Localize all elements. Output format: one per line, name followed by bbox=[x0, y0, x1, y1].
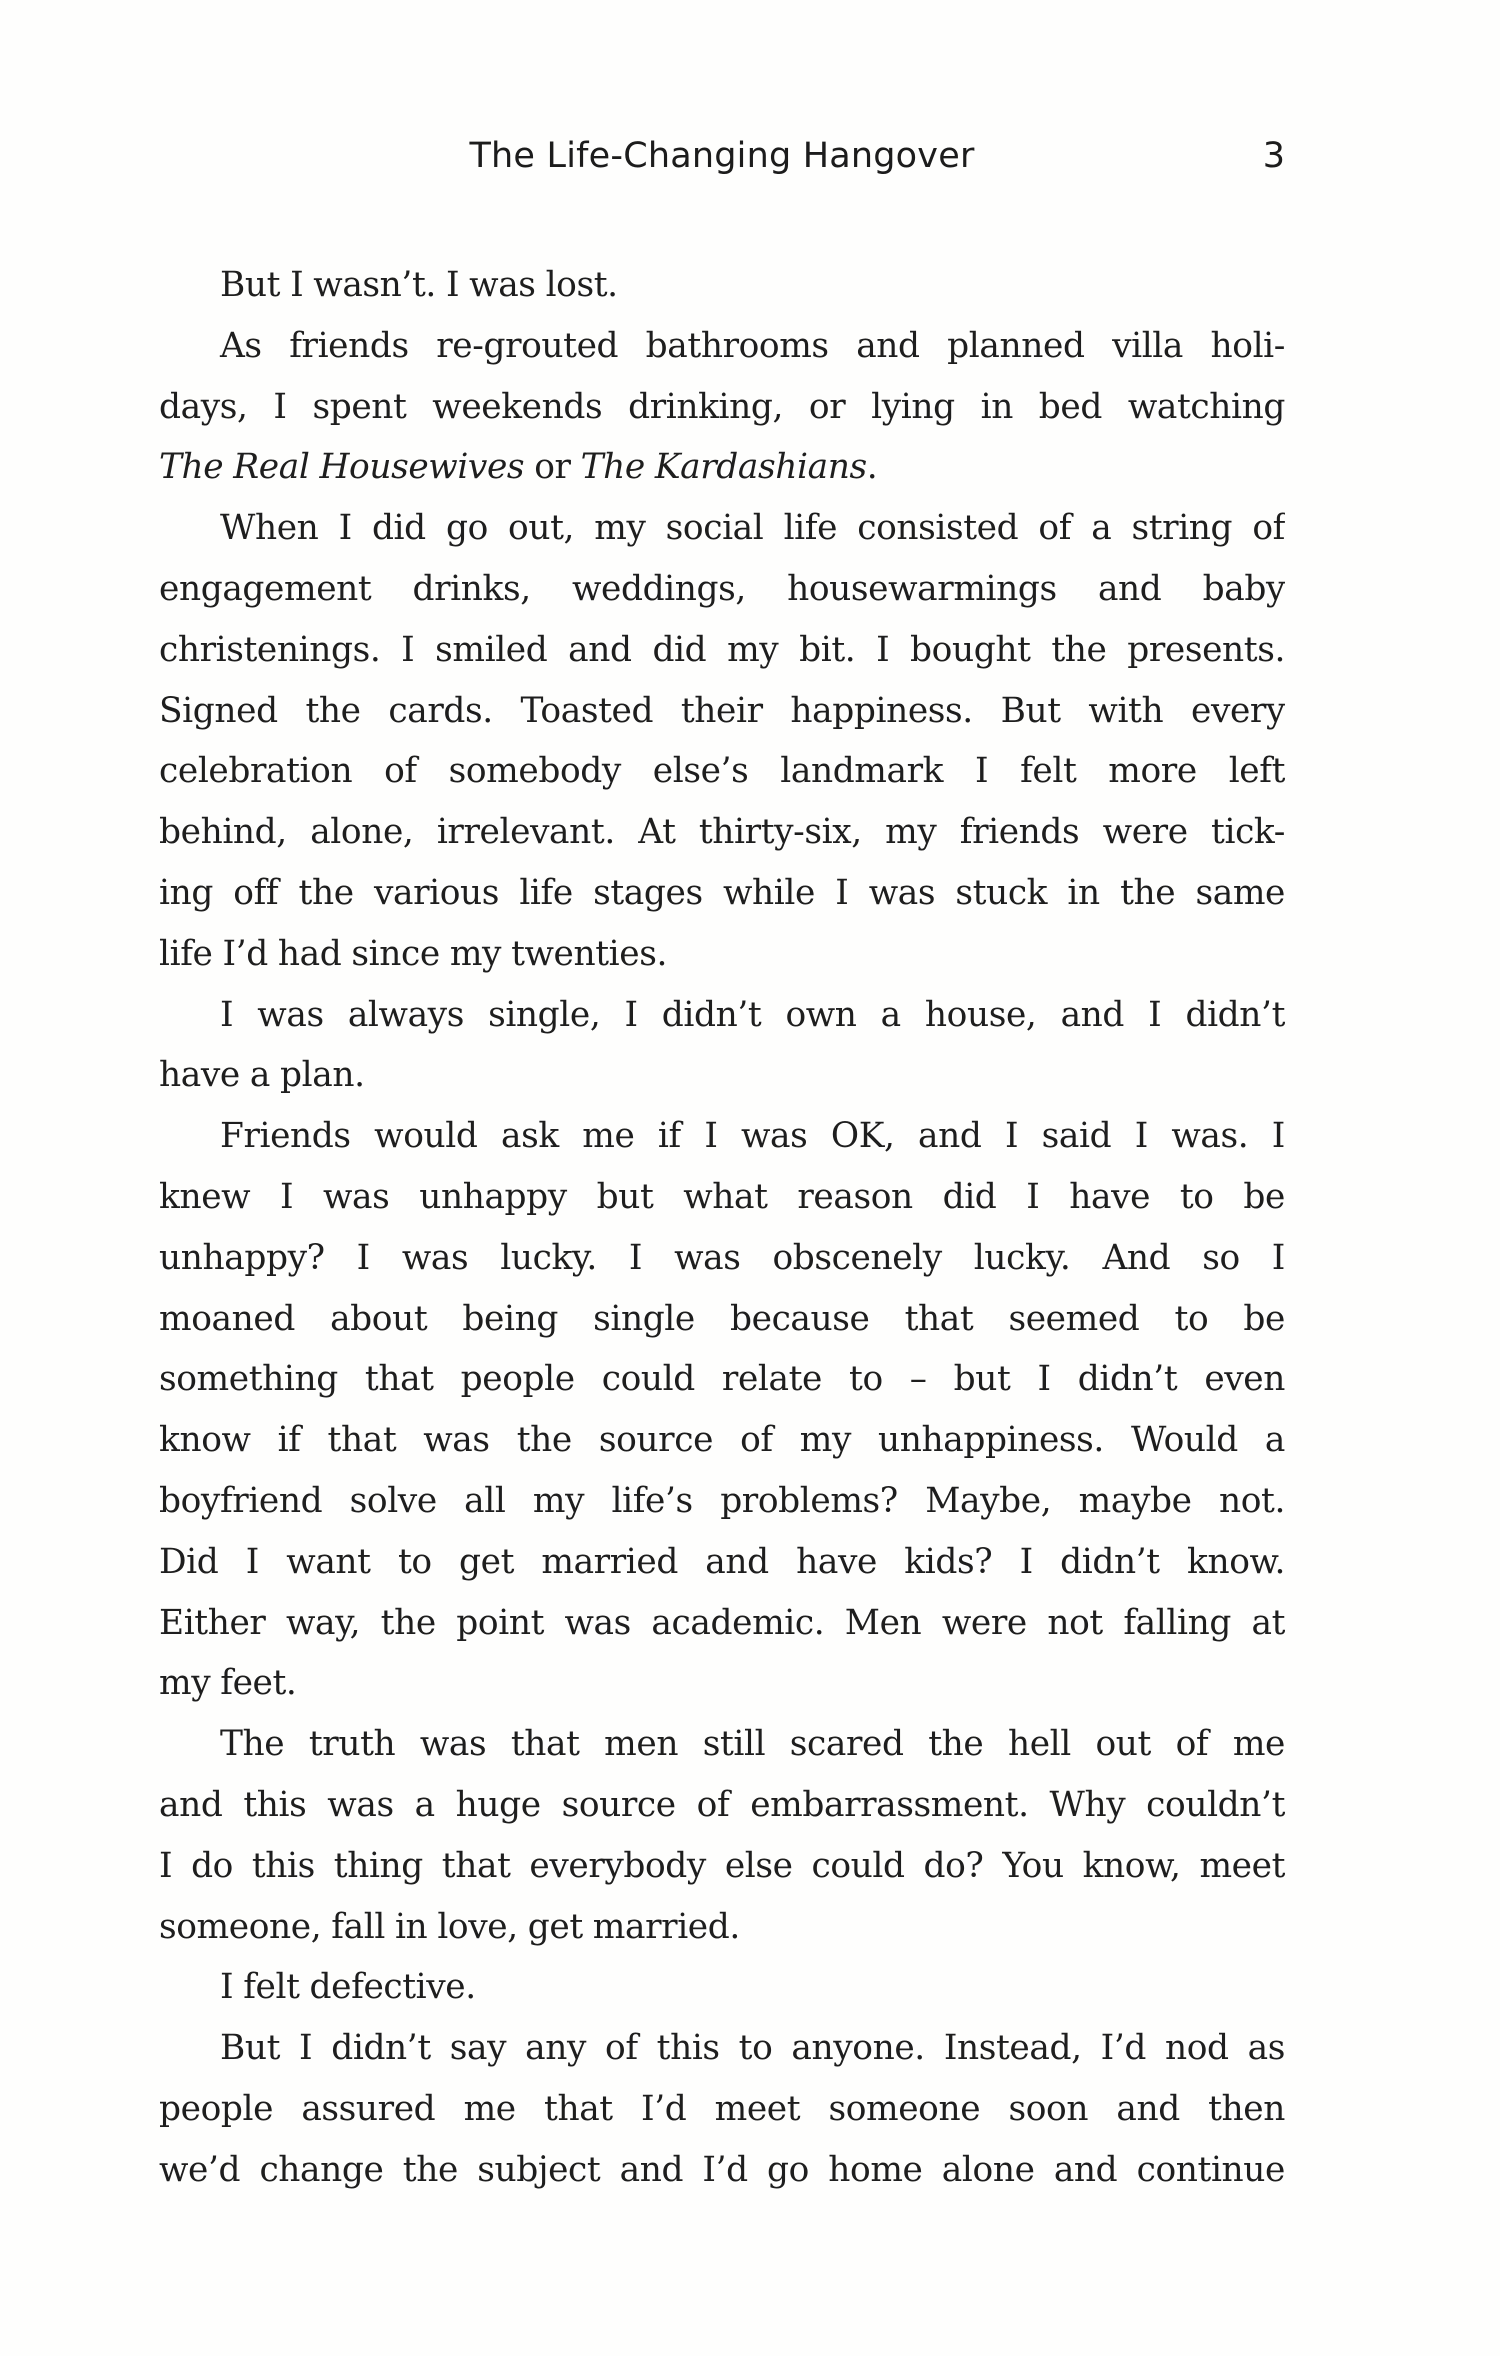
italic-title: The Kardashians bbox=[580, 447, 867, 488]
text-line: something that people could relate to – but I didn’t even bbox=[159, 1359, 1285, 1400]
text-line: and this was a huge source of embarrassment. Why couldn’t bbox=[159, 1784, 1285, 1825]
text-line: know if that was the source of my unhappiness. Would a bbox=[159, 1420, 1285, 1461]
text-line: knew I was unhappy but what reason did I have to be bbox=[159, 1176, 1285, 1217]
text-line: we’d change the subject and I’d go home alone and continue bbox=[159, 2149, 1285, 2190]
text-line: celebration of somebody else’s landmark I felt more left bbox=[159, 751, 1285, 792]
running-head bbox=[159, 136, 1285, 186]
text-fragment: . bbox=[866, 447, 878, 488]
text-line: moaned about being single because that seemed to be bbox=[159, 1298, 1285, 1339]
text-line: life I’d had since my twenties. bbox=[159, 933, 667, 974]
text-line: Did I want to get married and have kids? I didn’t know. bbox=[159, 1541, 1285, 1582]
text-line: I was always single, I didn’t own a house, and I didn’t bbox=[220, 994, 1285, 1035]
text-line: Either way, the point was academic. Men were not falling at bbox=[159, 1602, 1285, 1643]
text-line: As friends re-grouted bathrooms and planned villa holi- bbox=[220, 325, 1285, 366]
text-line: Friends would ask me if I was OK, and I said I was. I bbox=[220, 1116, 1285, 1157]
text-line: I felt defective. bbox=[220, 1967, 476, 2008]
italic-title: The Real Housewives bbox=[159, 447, 525, 488]
text-line: unhappy? I was lucky. I was obscenely lucky. And so I bbox=[159, 1237, 1285, 1278]
text-line: behind, alone, irrelevant. At thirty-six, my friends were tick- bbox=[159, 812, 1285, 853]
text-line: people assured me that I’d meet someone soon and then bbox=[159, 2088, 1285, 2129]
text-line: But I wasn’t. I was lost. bbox=[220, 265, 618, 305]
text-line: my feet. bbox=[159, 1663, 297, 1704]
text-line: When I did go out, my social life consisted of a string of bbox=[220, 508, 1285, 549]
text-line: boyfriend solve all my life’s problems? Maybe, maybe not. bbox=[159, 1480, 1285, 1521]
body-text bbox=[159, 255, 1285, 2201]
text-line: christenings. I smiled and did my bit. I bought the presents. bbox=[159, 629, 1285, 670]
text-line: I do this thing that everybody else could do? You know, meet bbox=[159, 1845, 1285, 1886]
text-line: someone, fall in love, get married. bbox=[159, 1906, 740, 1947]
text-fragment: or bbox=[524, 447, 581, 488]
text-line: have a plan. bbox=[159, 1055, 365, 1096]
text-line: ing off the various life stages while I was stuck in the same bbox=[159, 872, 1285, 913]
running-title: The Life-Changing Hangover bbox=[469, 136, 975, 176]
text-line: engagement drinks, weddings, housewarmings and baby bbox=[159, 568, 1285, 609]
text-line: But I didn’t say any of this to anyone. Instead, I’d nod as bbox=[220, 2028, 1285, 2069]
text-line: days, I spent weekends drinking, or lying in bed watching bbox=[159, 386, 1285, 427]
text-line: Signed the cards. Toasted their happiness. But with every bbox=[159, 690, 1285, 731]
text-line: The truth was that men still scared the hell out of me bbox=[220, 1724, 1285, 1765]
text-line-tv-shows bbox=[159, 437, 1285, 498]
page-number: 3 bbox=[1262, 136, 1285, 176]
